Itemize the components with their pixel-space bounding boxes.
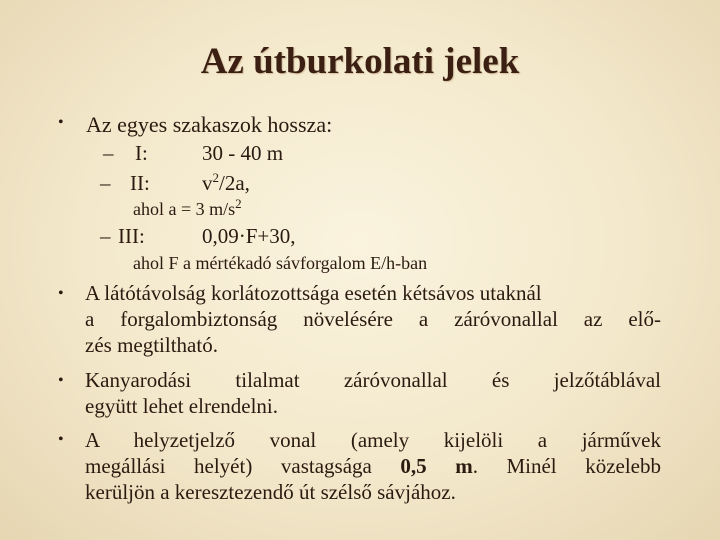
bullet-2-text: [85, 280, 661, 358]
bold-value: 0,5 m: [400, 454, 473, 478]
sub-label-3: III:: [118, 224, 145, 248]
bullet-2-line: a forgalombiztonság növelésére a záróvonallal az elő-: [85, 307, 661, 331]
bullet-3-line: Kanyarodási tilalmat záróvonallal és jelzőtáblával: [85, 368, 661, 392]
sub-label-1: I:: [135, 141, 148, 165]
sub-dash: –: [103, 141, 114, 165]
sub-value-3: 0,09·F+30,: [202, 224, 296, 248]
bullet-dot: •: [58, 285, 64, 302]
bullet-2-line: zés megtiltható.: [85, 333, 218, 357]
bullet-4-line: kerüljön a keresztezendő út szélső sávjához.: [85, 480, 456, 504]
sub-note-1: ahol a = 3 $m/s^2$: [133, 196, 242, 219]
sub-dash: –: [100, 171, 111, 195]
bullet-3-text: [85, 367, 661, 419]
bullet-4-text: [85, 427, 661, 505]
sub-dash: –: [100, 224, 111, 248]
bullet-4-line: megállási helyét) vastagsága 0,5 m. Minél közelebb: [85, 454, 661, 478]
bullet-dot: •: [58, 372, 64, 389]
sub-value-2: $v^2/2a$,: [202, 170, 250, 195]
bullet-dot: •: [58, 431, 64, 448]
sub-value-1: 30 - 40 m: [202, 141, 284, 165]
bullet-4-line: A helyzetjelző vonal (amely kijelöli a járművek: [85, 428, 661, 452]
sub-label-2: II:: [130, 171, 150, 195]
page-title: Az útburkolati jelek: [200, 41, 520, 82]
bullet-3-line: együtt lehet elrendelni.: [85, 394, 279, 418]
bullet-dot: •: [58, 114, 64, 131]
sub-note-2: ahol F a mértékadó sávforgalom E/h-ban: [133, 253, 428, 273]
bullet-1-text: Az egyes szakaszok hossza:: [86, 112, 333, 137]
bullet-2-line: A látótávolság korlátozottsága esetén kétsávos utaknál: [85, 281, 542, 305]
